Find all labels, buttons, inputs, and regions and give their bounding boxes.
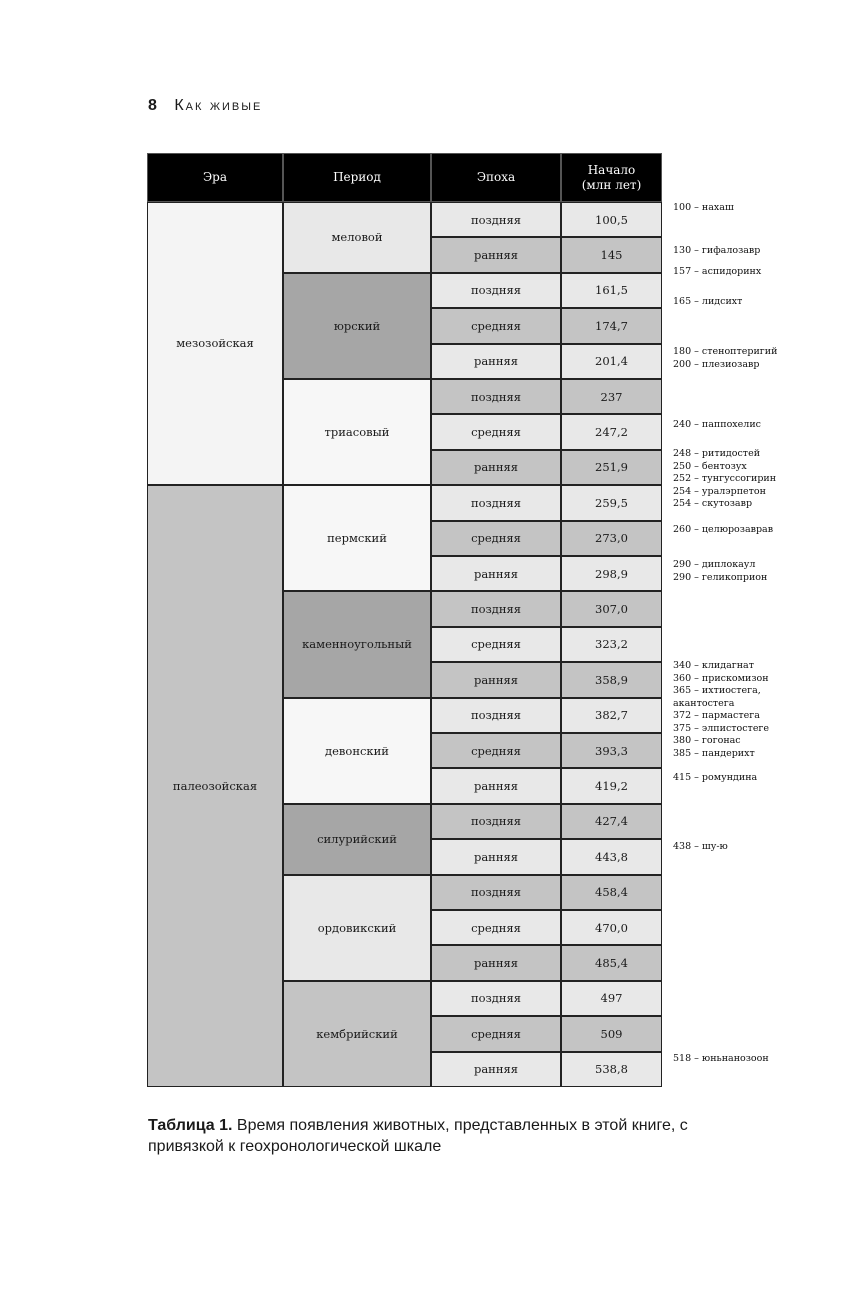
epoch-cell — [431, 308, 561, 343]
start-cell-text: 273,0 — [595, 531, 628, 546]
epoch-cell-text: ранняя — [473, 672, 519, 687]
period-cell-text: юрский — [333, 318, 381, 333]
start-cell — [561, 981, 662, 1016]
start-cell — [561, 202, 662, 237]
epoch-cell-text: ранняя — [473, 354, 519, 369]
geochronological-table — [147, 153, 662, 1087]
header-era-text: Эра — [202, 170, 228, 184]
epoch-cell-text: средняя — [471, 637, 521, 652]
start-cell-text: 382,7 — [595, 708, 628, 723]
period-cell — [283, 804, 431, 875]
start-cell-text: 251,9 — [595, 460, 628, 475]
start-cell — [561, 379, 662, 414]
start-cell-text: 259,5 — [595, 495, 628, 510]
running-header — [148, 97, 262, 115]
start-cell — [561, 308, 662, 343]
epoch-cell — [431, 273, 561, 308]
start-cell-text: 298,9 — [595, 566, 628, 581]
start-cell — [561, 1052, 662, 1087]
start-cell-text: 419,2 — [595, 778, 628, 793]
start-cell — [561, 698, 662, 733]
period-cell — [283, 379, 431, 485]
annotation-item: 180 – стеноптеригий 200 – плезиозавр — [673, 346, 778, 370]
annotation-item: 415 – ромундина — [673, 772, 758, 783]
period-cell-text: меловой — [331, 230, 383, 245]
annotation-item: 157 – аспидоринх — [673, 266, 762, 277]
start-cell-text: 323,2 — [595, 637, 628, 652]
epoch-cell-text: средняя — [471, 920, 521, 935]
epoch-cell-text: поздняя — [470, 885, 522, 900]
epoch-cell — [431, 662, 561, 697]
caption-text: Время появления животных, представленных в этой книге, с привязкой к геохронологической шкале — [148, 1117, 688, 1155]
start-cell — [561, 521, 662, 556]
epoch-cell-text: поздняя — [470, 991, 522, 1006]
header-period — [283, 153, 431, 202]
start-cell — [561, 1016, 662, 1051]
header-era — [147, 153, 283, 202]
epoch-cell-text: ранняя — [473, 955, 519, 970]
start-cell — [561, 450, 662, 485]
header-start — [561, 153, 662, 202]
epoch-cell — [431, 485, 561, 520]
epoch-cell-text: ранняя — [473, 460, 519, 475]
animal-annotations — [673, 0, 862, 1299]
annotation-item: 100 – нахаш — [673, 202, 734, 213]
period-cell-text: ордовикский — [317, 920, 397, 935]
start-cell — [561, 237, 662, 272]
start-cell — [561, 768, 662, 803]
start-cell — [561, 662, 662, 697]
page-number: 8 — [148, 97, 158, 114]
start-cell-text: 237 — [600, 389, 623, 404]
epoch-cell-text: поздняя — [470, 814, 522, 829]
start-cell-text: 427,4 — [595, 814, 628, 829]
start-cell — [561, 733, 662, 768]
epoch-cell-text: средняя — [471, 318, 521, 333]
start-cell — [561, 875, 662, 910]
epoch-cell-text: поздняя — [470, 212, 522, 227]
epoch-cell-text: ранняя — [473, 566, 519, 581]
period-cell-text: каменноугольный — [302, 637, 412, 652]
start-cell-text: 538,8 — [595, 1062, 628, 1077]
start-cell-text: 161,5 — [595, 283, 628, 298]
start-cell-text: 497 — [600, 991, 623, 1006]
start-cell-text: 485,4 — [595, 955, 628, 970]
start-cell — [561, 556, 662, 591]
annotation-item: 165 – лидсихт — [673, 296, 743, 307]
start-cell-text: 247,2 — [595, 424, 628, 439]
epoch-cell-text: средняя — [471, 531, 521, 546]
period-cell — [283, 698, 431, 804]
start-cell — [561, 485, 662, 520]
start-cell — [561, 839, 662, 874]
epoch-cell — [431, 698, 561, 733]
start-cell — [561, 627, 662, 662]
epoch-cell-text: поздняя — [470, 708, 522, 723]
epoch-cell-text: поздняя — [470, 389, 522, 404]
annotation-item: 248 – ритидостей 250 – бентозух 252 – тунгуссогирин 254 – уралэрпетон 254 – скутозавр — [673, 448, 777, 509]
epoch-cell — [431, 627, 561, 662]
epoch-cell — [431, 768, 561, 803]
period-cell-text: пермский — [327, 531, 387, 546]
start-cell — [561, 591, 662, 626]
epoch-cell-text: поздняя — [470, 495, 522, 510]
epoch-cell — [431, 379, 561, 414]
start-cell-text: 100,5 — [595, 212, 628, 227]
table-caption — [148, 1115, 748, 1157]
start-cell-text: 509 — [600, 1026, 623, 1041]
period-cell-text: кембрийский — [316, 1026, 398, 1041]
annotation-item: 240 – паппохелис — [673, 419, 761, 430]
annotation-item: 130 – гифалозавр — [673, 245, 761, 256]
epoch-cell — [431, 981, 561, 1016]
start-cell-text: 393,3 — [595, 743, 628, 758]
epoch-cell — [431, 875, 561, 910]
period-cell — [283, 875, 431, 981]
start-cell-text: 201,4 — [595, 354, 628, 369]
era-cell-text: мезозойская — [176, 336, 254, 351]
period-cell — [283, 591, 431, 697]
epoch-cell — [431, 910, 561, 945]
start-cell-text: 470,0 — [595, 920, 628, 935]
running-title: Как живые — [174, 97, 263, 114]
annotation-item: 340 – клидагнат 360 – прискомизон 365 – ихтиостега, акантостега 372 – пармастега 375 – элпистостеге 380 – гогонас 385 – пандерихт — [673, 660, 770, 759]
period-cell — [283, 202, 431, 273]
start-cell-text: 443,8 — [595, 849, 628, 864]
epoch-cell-text: ранняя — [473, 247, 519, 262]
annotation-item: 518 – юньнанозоон — [673, 1053, 769, 1064]
caption-label: Таблица 1. — [148, 1117, 233, 1134]
period-cell — [283, 981, 431, 1087]
epoch-cell — [431, 202, 561, 237]
epoch-cell-text: средняя — [471, 424, 521, 439]
period-cell — [283, 485, 431, 591]
epoch-cell — [431, 556, 561, 591]
era-cell — [147, 202, 283, 485]
epoch-cell-text: средняя — [471, 1026, 521, 1041]
start-cell — [561, 945, 662, 980]
epoch-cell — [431, 1016, 561, 1051]
annotation-item: 290 – диплокаул 290 – геликоприон — [673, 559, 768, 583]
start-cell-text: 145 — [600, 247, 623, 262]
start-cell-text: 174,7 — [595, 318, 628, 333]
epoch-cell — [431, 945, 561, 980]
start-cell-text: 358,9 — [595, 672, 628, 687]
epoch-cell — [431, 804, 561, 839]
epoch-cell-text: поздняя — [470, 283, 522, 298]
start-cell-text: 458,4 — [595, 885, 628, 900]
epoch-cell — [431, 237, 561, 272]
period-cell-text: силурийский — [317, 832, 397, 846]
epoch-cell — [431, 839, 561, 874]
annotation-item: 438 – шу-ю — [673, 841, 728, 852]
epoch-cell-text: поздняя — [470, 601, 522, 616]
header-epoch — [431, 153, 561, 202]
epoch-cell-text: ранняя — [473, 1062, 519, 1077]
period-cell — [283, 273, 431, 379]
header-epoch-text: Эпоха — [476, 170, 516, 184]
epoch-cell — [431, 1052, 561, 1087]
start-cell — [561, 910, 662, 945]
epoch-cell — [431, 344, 561, 379]
era-cell-text: палеозойская — [172, 778, 258, 793]
epoch-cell-text: средняя — [471, 743, 521, 758]
header-start-text: Начало (млн лет) — [581, 162, 642, 192]
epoch-cell-text: ранняя — [473, 778, 519, 793]
epoch-cell-text: ранняя — [473, 849, 519, 864]
annotation-item: 260 – целюрозаврав — [673, 524, 774, 535]
period-cell-text: триасовый — [324, 424, 390, 439]
start-cell — [561, 273, 662, 308]
epoch-cell — [431, 733, 561, 768]
epoch-cell — [431, 591, 561, 626]
start-cell — [561, 414, 662, 449]
era-cell — [147, 485, 283, 1087]
start-cell-text: 307,0 — [595, 601, 628, 616]
period-cell-text: девонский — [325, 743, 389, 758]
start-cell — [561, 804, 662, 839]
header-period-text: Период — [333, 170, 381, 184]
epoch-cell — [431, 414, 561, 449]
start-cell — [561, 344, 662, 379]
epoch-cell — [431, 521, 561, 556]
epoch-cell — [431, 450, 561, 485]
